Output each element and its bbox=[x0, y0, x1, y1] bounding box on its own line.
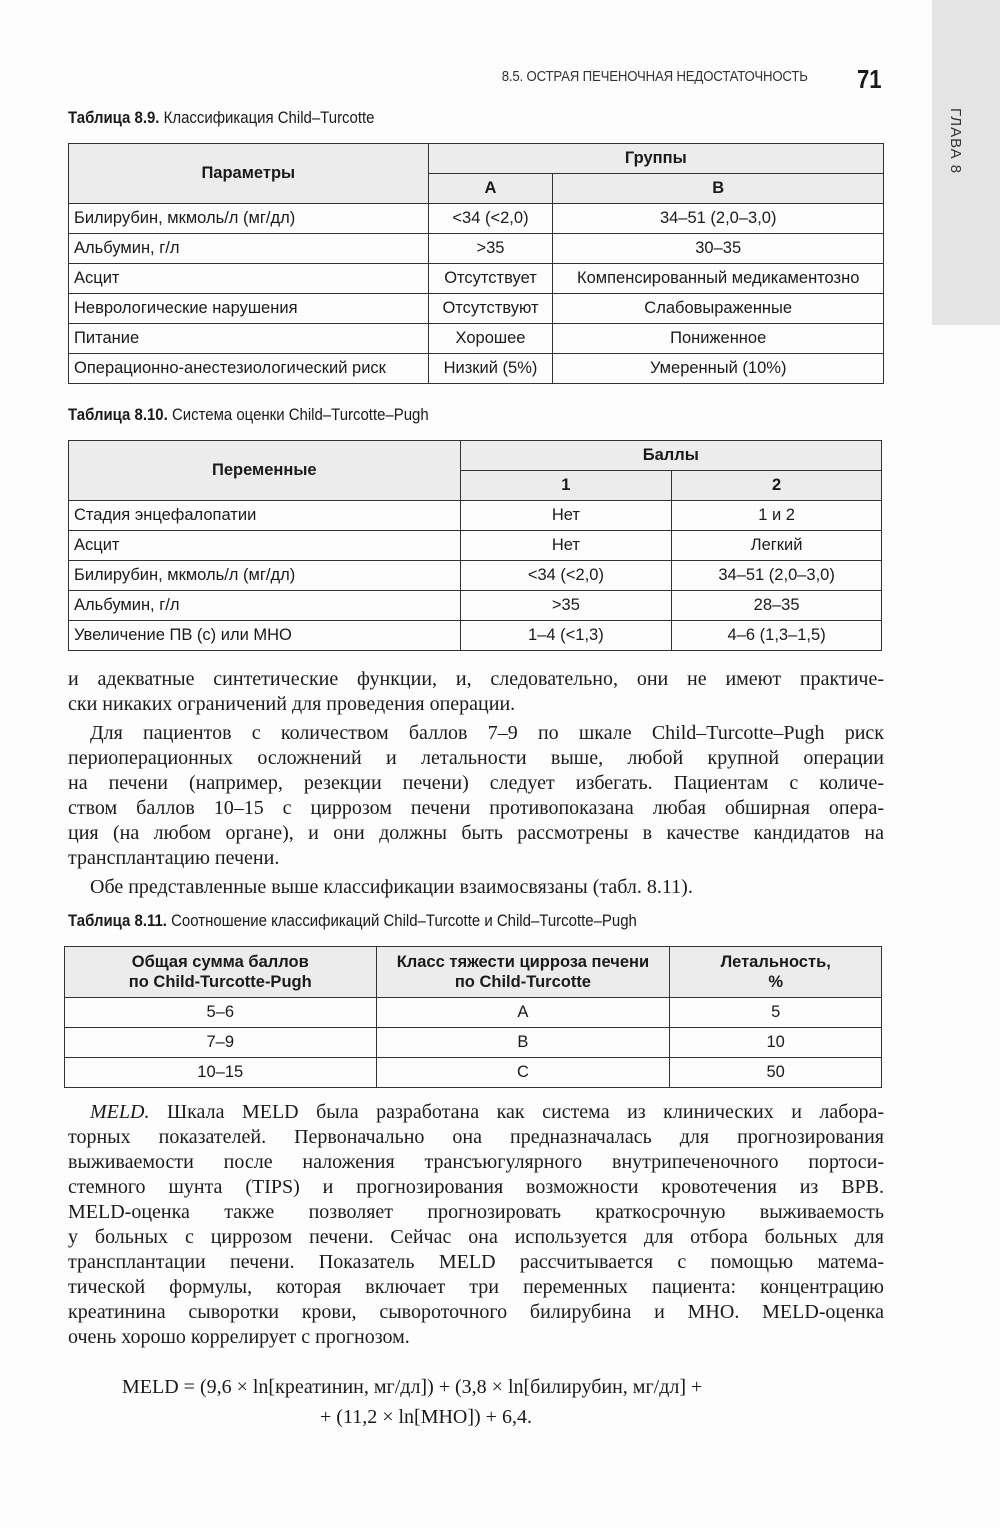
text-line: на печени (например, резекции печени) следует избегать. Пациентам с количе- bbox=[68, 772, 884, 794]
text-line: периоперационных осложнений и летальности выше, любой крупной операции bbox=[68, 747, 884, 769]
table-8-11 bbox=[64, 946, 882, 1088]
caption-text: Классификация Child–Turcotte bbox=[163, 108, 375, 127]
table-cell: Билирубин, мкмоль/л (мг/дл) bbox=[69, 561, 461, 591]
table-cell: 5 bbox=[670, 998, 882, 1028]
table-row bbox=[65, 998, 882, 1028]
header-total-score: Общая сумма баллов по Child-Turcotte-Pugh bbox=[65, 947, 377, 998]
table-row bbox=[69, 561, 882, 591]
table-row bbox=[69, 234, 884, 264]
table-cell: Низкий (5%) bbox=[428, 354, 553, 384]
table-row bbox=[69, 531, 882, 561]
table-cell: Альбумин, г/л bbox=[69, 234, 429, 264]
table-cell: 1–4 (<1,3) bbox=[460, 621, 672, 651]
table-cell: Отсутствуют bbox=[428, 294, 553, 324]
table-cell: <34 (<2,0) bbox=[428, 204, 553, 234]
header-1: 1 bbox=[460, 471, 672, 501]
text-line: тической формулы, которая включает три переменных пациента: концентрацию bbox=[68, 1276, 884, 1298]
table-cell: B bbox=[376, 1028, 670, 1058]
table-cell: 30–35 bbox=[553, 234, 884, 264]
caption-label: Таблица 8.9. bbox=[68, 108, 160, 127]
table-cell: Увеличение ПВ (с) или МНО bbox=[69, 621, 461, 651]
chapter-label: ГЛАВА 8 bbox=[947, 108, 964, 175]
table-cell: Хорошее bbox=[428, 324, 553, 354]
table-cell: 10–15 bbox=[65, 1058, 377, 1088]
text-line: у больных с циррозом печени. Сейчас она используется для отбора больных для bbox=[68, 1226, 884, 1248]
table-cell: Легкий bbox=[672, 531, 882, 561]
table-row bbox=[69, 204, 884, 234]
caption-label: Таблица 8.11. bbox=[68, 911, 167, 930]
caption-text: Система оценки Child–Turcotte–Pugh bbox=[171, 405, 429, 424]
text-line: креатинина сыворотки крови, сывороточного билирубина и МНО. MELD-оценка bbox=[68, 1301, 884, 1323]
text-line: ством баллов 10–15 с циррозом печени противопоказана любая обширная опера- bbox=[68, 797, 884, 819]
text-line: Обе представленные выше классификации взаимосвязаны (табл. 8.11). bbox=[90, 876, 693, 898]
table-cell: <34 (<2,0) bbox=[460, 561, 672, 591]
table-cell: 5–6 bbox=[65, 998, 377, 1028]
table-cell: Альбумин, г/л bbox=[69, 591, 461, 621]
paragraph-3 bbox=[68, 875, 884, 900]
table-cell: 1 и 2 bbox=[672, 501, 882, 531]
table-cell: Нет bbox=[460, 531, 672, 561]
table-cell: 34–51 (2,0–3,0) bbox=[672, 561, 882, 591]
meld-paragraph bbox=[68, 1100, 884, 1350]
table-cell: 4–6 (1,3–1,5) bbox=[672, 621, 882, 651]
table-row bbox=[69, 621, 882, 651]
paragraph-1 bbox=[68, 667, 884, 717]
table-cell: 7–9 bbox=[65, 1028, 377, 1058]
table-cell: Пониженное bbox=[553, 324, 884, 354]
caption-text: Соотношение классификаций Child–Turcotte и Child–Turcotte–Pugh bbox=[171, 911, 637, 930]
header-mortality: Летальность, % bbox=[670, 947, 882, 998]
text-line: и адекватные синтетические функции, и, следовательно, они не имеют практиче- bbox=[68, 668, 884, 690]
table-row bbox=[65, 1028, 882, 1058]
table-8-10-caption bbox=[68, 405, 429, 425]
table-cell: 10 bbox=[670, 1028, 882, 1058]
table-cell: Неврологические нарушения bbox=[69, 294, 429, 324]
header-groups: Группы bbox=[428, 144, 883, 174]
text-line: ция (на любом органе), и они должны быть рассмотрены в качестве кандидатов на bbox=[68, 822, 884, 844]
meld-lead: MELD. bbox=[90, 1101, 150, 1123]
table-cell: Слабовыраженные bbox=[553, 294, 884, 324]
table-cell: 28–35 bbox=[672, 591, 882, 621]
header-2: 2 bbox=[672, 471, 882, 501]
running-title: 8.5. ОСТРАЯ ПЕЧЕНОЧНАЯ НЕДОСТАТОЧНОСТЬ bbox=[502, 68, 808, 85]
meld-formula-line-2: + (11,2 × ln[МНО]) + 6,4. bbox=[320, 1406, 532, 1428]
caption-label: Таблица 8.10. bbox=[68, 405, 168, 424]
table-cell: Отсутствует bbox=[428, 264, 553, 294]
header-b: B bbox=[553, 174, 884, 204]
table-cell: 34–51 (2,0–3,0) bbox=[553, 204, 884, 234]
table-8-9-caption bbox=[68, 108, 374, 128]
text-line: трансплантацию печени. bbox=[68, 847, 280, 869]
table-cell: C bbox=[376, 1058, 670, 1088]
table-cell: 50 bbox=[670, 1058, 882, 1088]
text-line: торных показателей. Первоначально она предназначалась для прогнозирования bbox=[68, 1126, 884, 1148]
table-cell: Нет bbox=[460, 501, 672, 531]
table-cell: Питание bbox=[69, 324, 429, 354]
chapter-tab bbox=[932, 0, 1000, 325]
table-cell: Билирубин, мкмоль/л (мг/дл) bbox=[69, 204, 429, 234]
table-cell: A bbox=[376, 998, 670, 1028]
text-line: ски никаких ограничений для проведения операции. bbox=[68, 693, 516, 715]
table-cell: Умеренный (10%) bbox=[553, 354, 884, 384]
table-row bbox=[69, 264, 884, 294]
header-variables: Переменные bbox=[69, 441, 461, 501]
paragraph-2 bbox=[68, 721, 884, 871]
table-row bbox=[65, 1058, 882, 1088]
header-parameters: Параметры bbox=[69, 144, 429, 204]
table-row bbox=[69, 354, 884, 384]
text-line: выживаемости после наложения трансъюгулярного внутрипеченочного портоси- bbox=[68, 1151, 884, 1173]
table-cell: Стадия энцефалопатии bbox=[69, 501, 461, 531]
table-cell: >35 bbox=[460, 591, 672, 621]
text-line: очень хорошо коррелирует с прогнозом. bbox=[68, 1326, 410, 1348]
table-cell: >35 bbox=[428, 234, 553, 264]
table-row bbox=[69, 591, 882, 621]
text-line: стемного шунта (TIPS) и прогнозирования возможности кровотечения из ВРВ. bbox=[68, 1176, 884, 1198]
header-points: Баллы bbox=[460, 441, 881, 471]
table-row bbox=[69, 501, 882, 531]
table-cell: Компенсированный медикаментозно bbox=[553, 264, 884, 294]
table-cell: Операционно-анестезиологический риск bbox=[69, 354, 429, 384]
table-8-9 bbox=[68, 143, 884, 384]
table-8-10 bbox=[68, 440, 882, 651]
table-row bbox=[69, 324, 884, 354]
text-line: MELD-оценка также позволяет прогнозировать краткосрочную выживаемость bbox=[68, 1201, 884, 1223]
table-8-11-caption bbox=[68, 911, 637, 931]
text-line: Для пациентов с количеством баллов 7–9 по шкале Child–Turcotte–Pugh риск bbox=[90, 722, 884, 744]
header-class: Класс тяжести цирроза печени по Child-Turcotte bbox=[376, 947, 670, 998]
table-cell: Асцит bbox=[69, 531, 461, 561]
text-line: трансплантации печени. Показатель MELD рассчитывается с помощью матема- bbox=[68, 1251, 884, 1273]
table-row bbox=[69, 294, 884, 324]
text-line: MELD. Шкала MELD была разработана как система из клинических и лабора- bbox=[90, 1101, 884, 1123]
table-cell: Асцит bbox=[69, 264, 429, 294]
header-a: A bbox=[428, 174, 553, 204]
page-number: 71 bbox=[857, 64, 882, 94]
meld-formula-line-1: MELD = (9,6 × ln[креатинин, мг/дл]) + (3,8 × ln[билирубин, мг/дл] + bbox=[122, 1376, 703, 1398]
